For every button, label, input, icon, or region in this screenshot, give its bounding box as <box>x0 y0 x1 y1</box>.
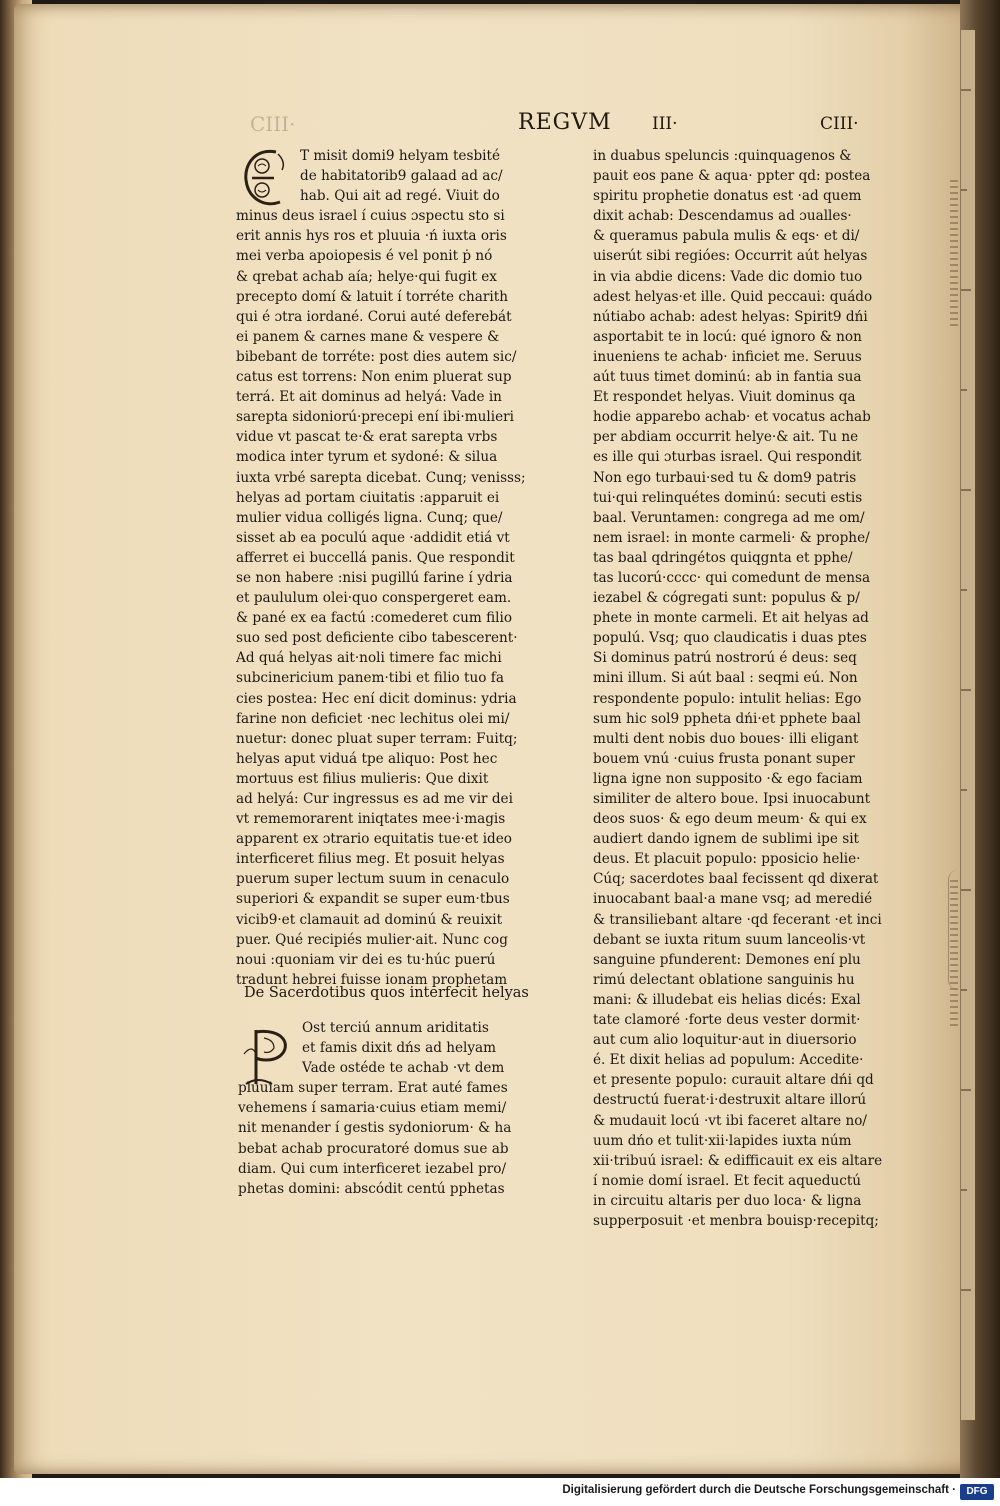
text-line: helyas aput viduá tpe aliquo: Post hec <box>236 750 498 767</box>
text-line: phete in monte carmeli. Et ait helyas ad <box>593 610 869 627</box>
text-line: inuocabant baal·a mane vsq; ad meredié <box>593 891 873 908</box>
text-line: se non habere :nisi pugillú farine í ydria <box>236 569 513 586</box>
text-line: & pané ex ea factú :comederet cum filio <box>236 610 513 627</box>
text-line: phetas domini: abscódit centú pphetas <box>238 1180 505 1197</box>
text-line: nit menander í gestis sydoniorum· & ha <box>238 1120 512 1137</box>
text-line: & transiliebant altare ·qd fecerant ·et inci <box>593 911 882 928</box>
text-line: hodie apparebo achab· et vocatus achab <box>593 409 871 426</box>
text-line: debant se iuxta ritum suum lanceolis·vt <box>593 931 866 948</box>
text-line: inueniens te achab· inficiet me. Seruus <box>593 348 862 365</box>
text-line: í nomie domí israel. Et fecit aqueductú <box>593 1172 862 1189</box>
text-line: vicib9·et clamauit ad dominú & reuixit <box>236 911 503 928</box>
funding-credit: Digitalisierung gefördert durch die Deutsche Forschungsgemeinschaft · <box>562 1484 956 1496</box>
text-line: in circuitu altaris per duo loca· & ligna <box>593 1192 862 1209</box>
text-line: populú. Vsq; quo claudicatis i duas ptes <box>593 630 867 647</box>
text-line: vehemens í samaria·cuius etiam memi/ <box>238 1100 507 1117</box>
text-line: tui·qui relinquétes dominú: secuti estis <box>593 489 863 506</box>
text-column-left <box>236 146 536 990</box>
text-line: subcinericium panem·tibi et filio tuo fa <box>236 670 504 687</box>
text-line: é. Et dixit helias ad populum: Accedite· <box>593 1052 864 1069</box>
text-line: farine non deficiet ·nec lechitus olei mi/ <box>236 710 510 727</box>
text-line: noui :quoniam vir dei es tu·húc puerú <box>236 951 496 968</box>
text-line: iezabel & cógregati sunt: populus & p/ <box>593 590 860 607</box>
text-line: superiori & expandit se super eum·tbus <box>236 891 510 908</box>
text-line: modica inter tyrum et sydoné: & silua <box>236 449 498 466</box>
show-through-header: CIII· <box>250 112 296 136</box>
text-line: respondente populo: intulit helias: Ego <box>593 690 862 707</box>
book-number: III· <box>652 114 678 134</box>
text-line: afferret ei buccellá panis. Que respondit <box>236 549 515 566</box>
text-line: tate clamoré ·forte deus vester dormit· <box>593 1012 861 1029</box>
text-line: xii·tribuú israel: & edifficauit ex eis altare <box>593 1152 883 1169</box>
text-line: bibebant de torréte: post dies autem sic/ <box>236 348 517 365</box>
text-line: interficeret filius meg. Et posuit helyas <box>236 851 505 868</box>
text-line: in via abdie dicens: Vade dic domio tuo <box>593 268 863 285</box>
running-header <box>0 110 1000 140</box>
text-line: & mudauit locú ·vt ibi faceret altare no/ <box>593 1112 868 1129</box>
text-line: & qrebat achab aía; helye·qui fugit ex <box>236 268 497 285</box>
text-line: et famis dixit dńs ad helyam <box>302 1040 497 1057</box>
text-line: Ad quá helyas ait·noli timere fac michi <box>236 650 502 667</box>
text-line: T misit domi9 helyam tesbité <box>300 148 501 164</box>
running-title: REGVM <box>518 110 612 135</box>
text-line: Vade ostéde te achab ·vt dem <box>302 1060 505 1077</box>
text-line: spiritu prophetie donatus est ·ad quem <box>593 188 862 205</box>
text-line: apparent ex ɔtrario equitatis tue·et ideo <box>236 831 512 848</box>
text-line: qui é ɔtra iordané. Corui auté deferebát <box>236 308 512 325</box>
text-line: sanguine pfunderent: Demones ení plu <box>593 951 861 968</box>
text-line: deos suos· & ego deum meum· & qui ex <box>593 811 867 828</box>
text-line: cies postea: Hec ení dicit dominus: ydria <box>236 690 517 707</box>
text-line: vt rememorarent iniqtates mee·i·magis <box>236 811 506 828</box>
text-line: mini illum. Si aút baal : seqmi eú. Non <box>593 670 858 687</box>
text-line: minus deus israel í cuius ɔspectu sto si <box>236 208 505 225</box>
text-column-right <box>593 146 913 1231</box>
text-line: multi dent nobis duo boues· illi eligant <box>593 730 859 747</box>
text-line: Et respondet helyas. Viuit dominus qa <box>593 389 856 406</box>
text-line: dixit achab: Descendamus ad ɔualles· <box>593 208 852 225</box>
text-line: puerum super lectum suum in cenaculo <box>236 871 510 888</box>
text-line: de habitatorib9 galaad ad ac/ <box>300 168 503 185</box>
text-line: deus. Et placuit populo: pposicio helie· <box>593 851 861 868</box>
folio-number: CIII· <box>820 114 859 134</box>
text-line: pluuiam super terram. Erat auté fames <box>238 1080 508 1097</box>
text-line: & queramus pabula mulis & eqs· et di/ <box>593 228 860 245</box>
text-line: Ost terciú annum ariditatis <box>302 1020 489 1036</box>
text-line: asportabit te in locú: qué ignoro & non <box>593 328 862 345</box>
text-line: puer. Qué recipiés mulier·ait. Nunc cog <box>236 931 508 948</box>
text-line: aút tuus timet dominú: ab in fantia sua <box>593 369 862 386</box>
text-line: precepto domí & latuit í torréte charith <box>236 288 508 305</box>
text-line: tas lucorú·cccc· qui comedunt de mensa <box>593 569 871 586</box>
text-line: es ille qui ɔturbas israel. Qui respondit <box>593 449 862 466</box>
text-line: Cúq; sacerdotes baal fecissent qd dixerat <box>593 871 879 888</box>
text-line: et paululum olei·quo conspergeret eam. <box>236 590 512 607</box>
text-line: hab. Qui ait ad regé. Viuit do <box>300 188 500 205</box>
text-line: per abdiam occurrit helye·& ait. Tu ne <box>593 429 859 446</box>
text-line: mulier vidua colligés ligna. Cunq; que/ <box>236 509 503 526</box>
text-line: destructú fuerat·i·destruxit altare illorú <box>593 1092 867 1109</box>
text-line: suo sed post deficiente cibo tabescerent· <box>236 630 518 647</box>
text-line: sum hic sol9 ppheta dńi·et pphete baal <box>593 710 861 727</box>
text-line: mei verba apoiopesis é vel ponit ṗ nó <box>236 248 493 265</box>
dfg-logo-icon: DFG <box>960 1484 994 1500</box>
footer-bar <box>0 1478 1000 1506</box>
text-line: ligna igne non supposito ·& ego faciam <box>593 770 863 787</box>
text-line: tradunt hebrei fuisse ionam prophetam <box>236 971 508 988</box>
text-line: iuxta vrbé sarepta dicebat. Cunq; venisss; <box>236 469 526 486</box>
text-line: bebat achab procuratoré domus sue ab <box>238 1140 509 1157</box>
text-line: audiert dando ignem de sublimi ipe sit <box>593 831 860 848</box>
text-line: vidue vt pascat te·& erat sarepta vrbs <box>236 429 498 446</box>
section-heading: De Sacerdotibus quos interfecit helyas <box>244 985 529 1001</box>
text-line: ei panem & carnes mane & vespere & <box>236 328 500 345</box>
show-through-text <box>950 180 958 330</box>
text-line: Non ego turbaui·sed tu & dom9 patris <box>593 469 857 486</box>
text-line: baal. Veruntamen: congrega ad me om/ <box>593 509 865 526</box>
text-line: bouem vnú ·cuius frusta ponant super <box>593 750 855 767</box>
text-line: Si dominus patrú nostrorú é deus: seq <box>593 650 857 667</box>
text-line: erit annis hys ros et pluuia ·ń iuxta oris <box>236 228 507 245</box>
text-line: rimú delectant oblatione sanguinis hu <box>593 971 855 988</box>
text-line: ad helyá: Cur ingressus es ad me vir dei <box>236 791 513 807</box>
ruler-scale-icon <box>961 30 975 1420</box>
text-line: uum dńo et tulit·xii·lapides iuxta núm <box>593 1132 852 1149</box>
text-line: sarepta sidoniorú·precepi ení ibi·mulieri <box>236 409 514 426</box>
text-line: pauit eos pane & aqua· ppter qd: postea <box>593 168 871 185</box>
text-line: nútiabo achab: adest helyas: Spirit9 dńi <box>593 308 868 325</box>
text-line: uiserút sibi regióes: Occurrit aút helyas <box>593 248 868 265</box>
text-line: terrá. Et ait dominus ad helyá: Vade in <box>236 389 502 406</box>
text-line: adest helyas·et ille. Quid peccaui: quádo <box>593 288 873 305</box>
text-line: sisset ab ea poculú aque ·addidit etiá vt <box>236 529 510 546</box>
text-line: nem israel: in monte carmeli· & prophe/ <box>593 529 870 546</box>
text-line: tas baal qdringétos quiqgnta et pphe/ <box>593 549 853 566</box>
text-column-left-section-2 <box>238 1018 538 1199</box>
text-line: mortuus est filius mulieris: Que dixit <box>236 770 489 787</box>
text-line: helyas ad portam ciuitatis :apparuit ei <box>236 489 500 506</box>
text-line: in duabus speluncis :quinquagenos & <box>593 148 852 164</box>
text-line: et presente populo: curauit altare dńi qd <box>593 1072 874 1089</box>
text-line: catus est torrens: Non enim pluerat sup <box>236 369 512 386</box>
text-line: mani: & illudebat eis helias dicés: Exal <box>593 991 861 1008</box>
text-line: similiter de altero boue. Ipsi inuocabunt <box>593 791 871 807</box>
text-line: diam. Qui cum interficeret iezabel pro/ <box>238 1160 507 1177</box>
text-line: nuetur: donec pluat super terram: Fuitq; <box>236 730 518 747</box>
text-line: aut cum alio loquitur·aut in diuersorio <box>593 1032 857 1049</box>
text-line: supperposuit ·et menbra bouisp·recepitq; <box>593 1212 879 1229</box>
